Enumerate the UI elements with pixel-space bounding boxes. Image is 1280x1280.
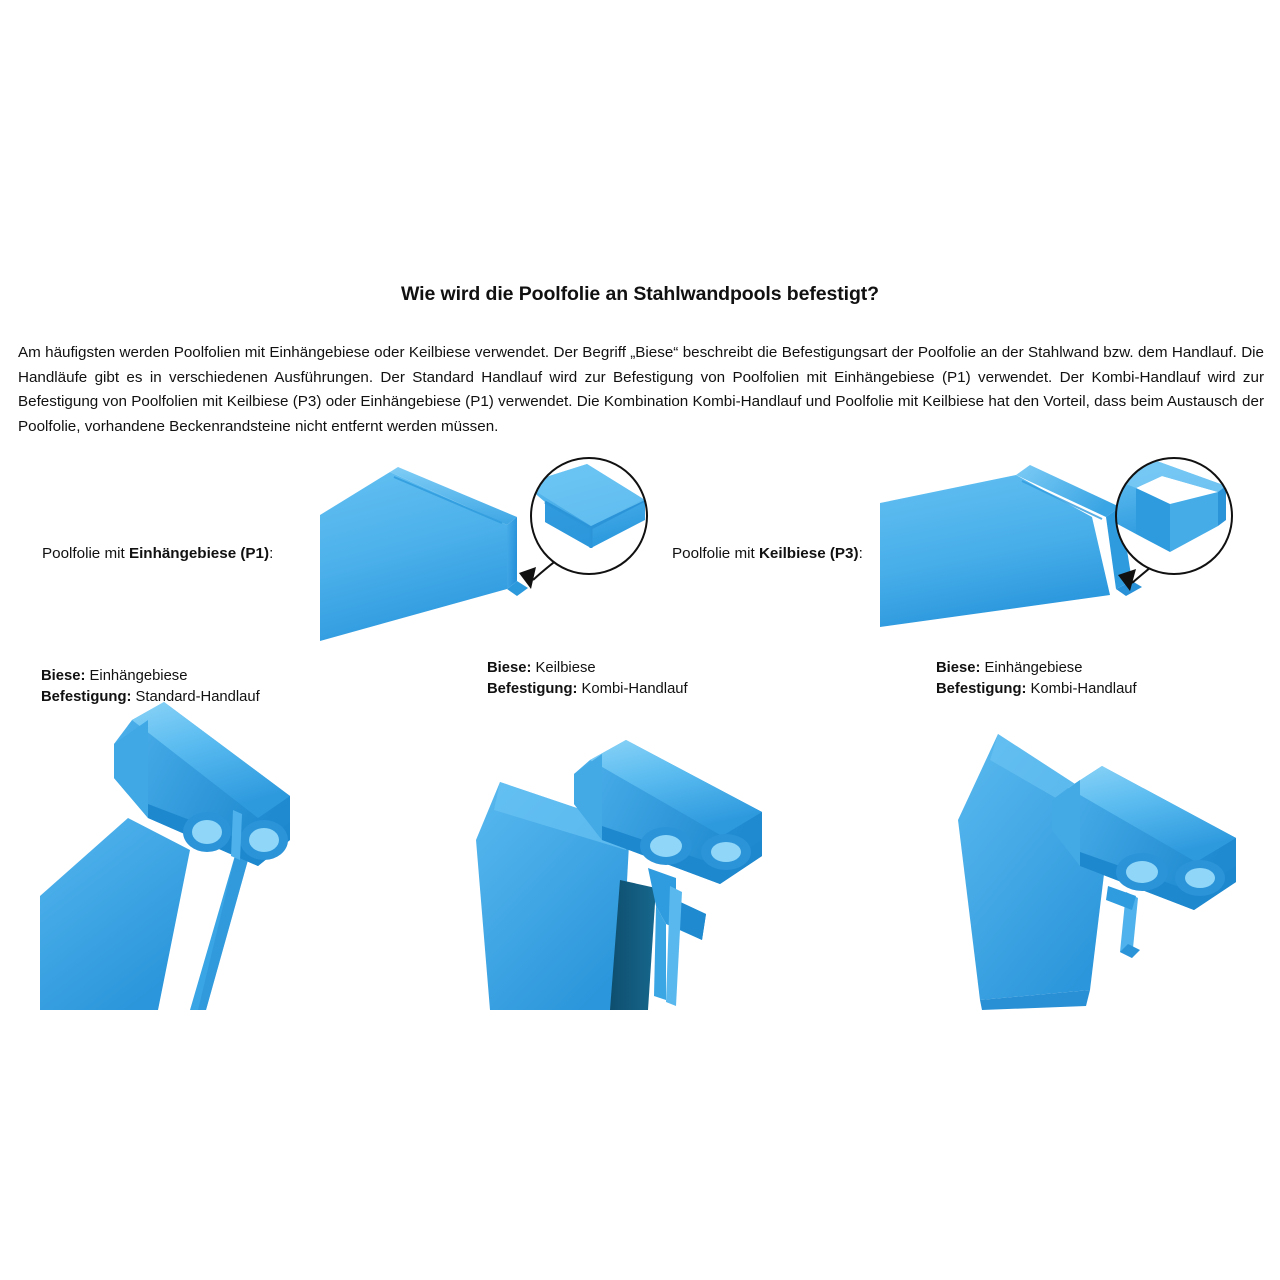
caption-2-befestigung-label: Befestigung: [487, 680, 578, 697]
figure-handrail-combi-hook [940, 700, 1270, 1010]
caption-3-line-1 [936, 658, 1137, 679]
standard-handrail-svg [40, 700, 370, 1010]
page-title: Wie wird die Poolfolie an Stahlwandpools befestigt? [401, 283, 879, 305]
caption-2-befestigung-value: Kombi-Handlauf [577, 680, 688, 697]
caption-2-biese-value: Keilbiese [531, 660, 596, 676]
label-liner-wedge-bead-strong: Keilbiese (P3) [758, 545, 859, 562]
label-liner-hook-bead [42, 545, 273, 562]
figure-handrail-combi-wedge [470, 700, 810, 1010]
label-liner-wedge-bead [672, 545, 863, 562]
caption-3-biese-label: Biese: [936, 660, 981, 676]
figure-detail-wedge-bead [1114, 456, 1234, 576]
figure-handrail-standard [40, 700, 370, 1010]
label-liner-hook-bead-prefix: Poolfolie mit [42, 545, 129, 562]
caption-3-befestigung-value: Kombi-Handlauf [1026, 680, 1137, 697]
caption-3-biese-value: Einhängebiese [980, 660, 1083, 676]
caption-2-line-2 [487, 679, 688, 700]
caption-1-line-1 [41, 666, 260, 687]
intro-paragraph: Am häufigsten werden Poolfolien mit Einhängebiese oder Keilbiese verwendet. Der Begriff „Biese“ beschreibt die Befestigungsart der Poolfolie an der Stahlwand bzw. dem Handlauf. Die Handläufe gibt es in verschiedenen Ausführungen. Der Standard Handlauf wird zur Befestigung von Poolfolien mit Einhängebiese (P1) verwendet. Der Kombi-Handlauf wird zur Befestigung von Poolfolien mit Keilbiese (P3) oder Einhängebiese (P1) verwendet. Die Kombination Kombi-Handlauf und Poolfolie mit Keilbiese hat den Vorteil, dass beim Austausch der Poolfolie, vorhandene Beckenrandsteine nicht entfernt werden müssen. [18, 344, 1264, 435]
caption-3-line-2 [936, 679, 1137, 700]
caption-1-befestigung-label: Befestigung: [41, 688, 132, 705]
caption-2-biese-label: Biese: [487, 660, 532, 676]
caption-handrail-combi-wedge [487, 658, 688, 699]
label-liner-hook-bead-strong: Einhängebiese (P1) [128, 545, 270, 562]
p1-detail-svg [529, 456, 649, 576]
label-liner-hook-bead-suffix: : [269, 545, 274, 562]
label-liner-wedge-bead-suffix: : [858, 545, 863, 562]
figure-detail-hook-bead [529, 456, 649, 576]
caption-1-biese-value: Einhängebiese [85, 668, 188, 684]
label-liner-wedge-bead-prefix: Poolfolie mit [672, 545, 759, 562]
p3-detail-svg [1114, 456, 1234, 576]
combi-handrail-hook-svg [940, 700, 1270, 1010]
caption-handrail-combi-hook [936, 658, 1137, 699]
caption-2-line-1 [487, 658, 688, 679]
combi-handrail-wedge-svg [470, 700, 810, 1010]
caption-1-biese-label: Biese: [41, 668, 86, 684]
caption-1-befestigung-value: Standard-Handlauf [131, 688, 260, 705]
caption-3-befestigung-label: Befestigung: [936, 680, 1027, 697]
